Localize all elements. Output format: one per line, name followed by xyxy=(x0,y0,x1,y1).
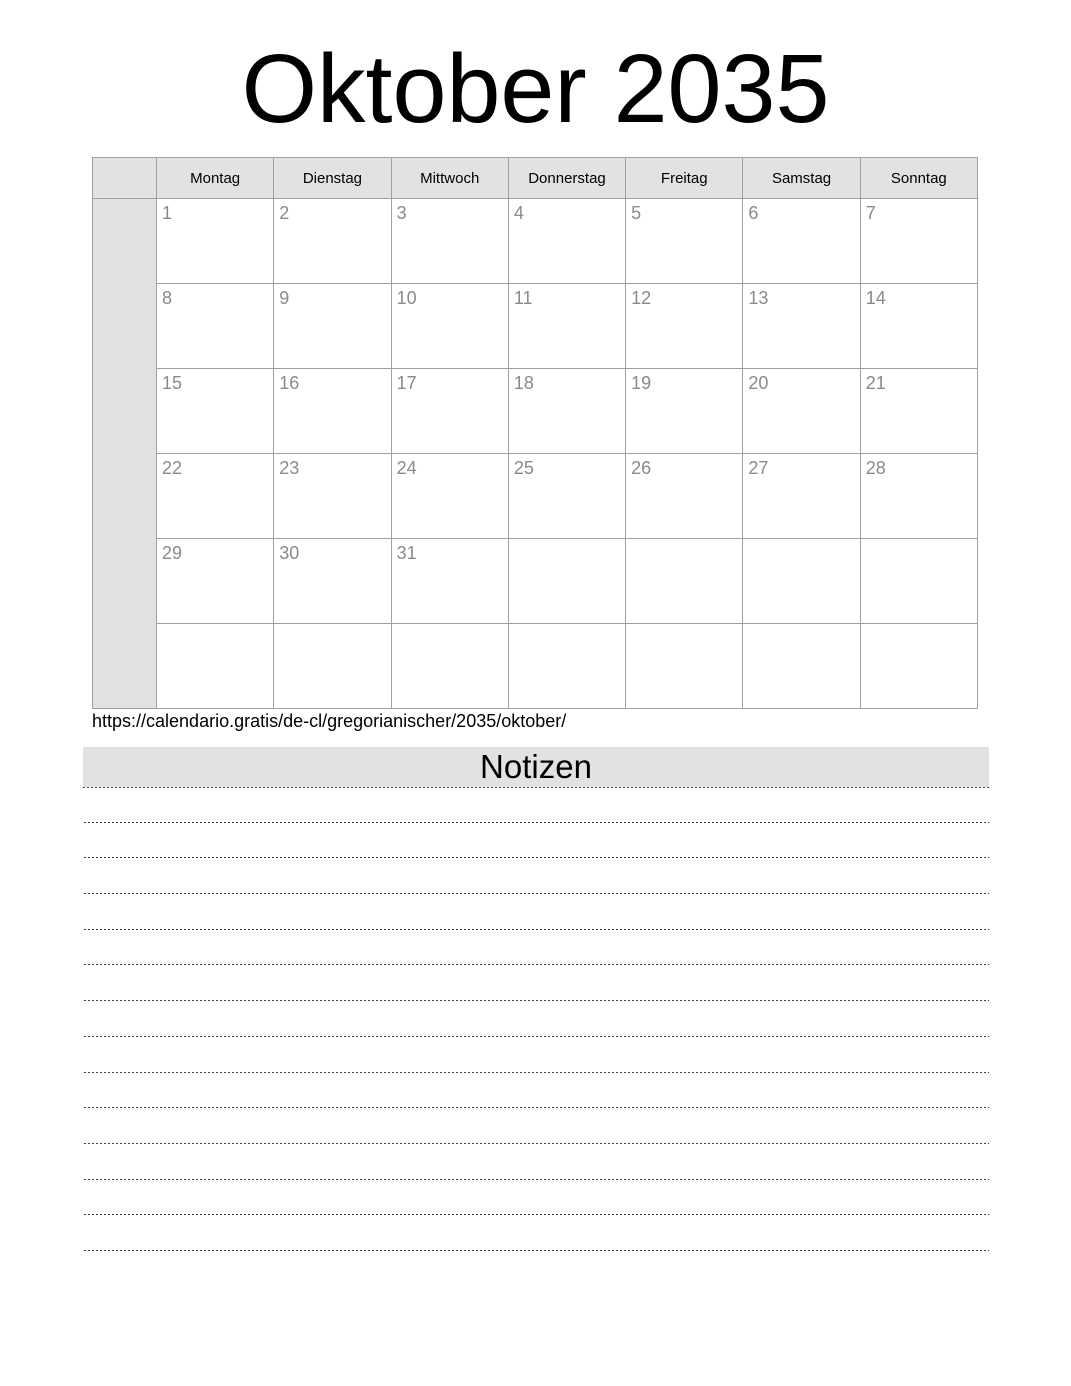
note-line xyxy=(84,1037,989,1073)
day-cell-empty xyxy=(508,539,625,624)
day-cell-empty xyxy=(626,539,743,624)
day-cell-empty xyxy=(743,539,860,624)
day-cell-7: 7 xyxy=(860,199,977,284)
note-line xyxy=(84,1108,989,1144)
day-cell-22: 22 xyxy=(157,454,274,539)
day-cell-19: 19 xyxy=(626,369,743,454)
note-line xyxy=(84,965,989,1001)
day-cell-15: 15 xyxy=(157,369,274,454)
weekday-header-samstag: Samstag xyxy=(743,158,860,199)
day-cell-27: 27 xyxy=(743,454,860,539)
weekday-header-donnerstag: Donnerstag xyxy=(508,158,625,199)
day-cell-5: 5 xyxy=(626,199,743,284)
calendar-week-row xyxy=(93,624,978,709)
calendar-week-row xyxy=(93,284,978,369)
day-cell-30: 30 xyxy=(274,539,391,624)
weekday-header-mittwoch: Mittwoch xyxy=(391,158,508,199)
day-cell-20: 20 xyxy=(743,369,860,454)
day-cell-31: 31 xyxy=(391,539,508,624)
weekday-header-row xyxy=(93,158,978,199)
page-title: Oktober 2035 xyxy=(241,34,830,143)
note-line xyxy=(84,1180,989,1216)
notes-area xyxy=(84,787,989,1251)
day-cell-empty xyxy=(157,624,274,709)
weekday-header-montag: Montag xyxy=(157,158,274,199)
day-cell-empty xyxy=(391,624,508,709)
day-cell-1: 1 xyxy=(157,199,274,284)
day-cell-4: 4 xyxy=(508,199,625,284)
day-cell-3: 3 xyxy=(391,199,508,284)
note-line xyxy=(84,823,989,859)
note-line xyxy=(84,1001,989,1037)
calendar-table xyxy=(92,157,978,709)
note-line xyxy=(84,930,989,966)
day-cell-8: 8 xyxy=(157,284,274,369)
day-cell-empty xyxy=(508,624,625,709)
day-cell-10: 10 xyxy=(391,284,508,369)
note-line xyxy=(84,1073,989,1109)
day-cell-empty xyxy=(274,624,391,709)
note-line xyxy=(84,858,989,894)
day-cell-29: 29 xyxy=(157,539,274,624)
day-cell-18: 18 xyxy=(508,369,625,454)
calendar-week-row xyxy=(93,454,978,539)
notes-heading: Notizen xyxy=(480,748,592,785)
day-cell-empty xyxy=(860,624,977,709)
day-cell-14: 14 xyxy=(860,284,977,369)
week-number-column xyxy=(93,199,157,709)
calendar-week-row xyxy=(93,369,978,454)
corner-cell xyxy=(93,158,157,199)
day-cell-17: 17 xyxy=(391,369,508,454)
notes-header-bar xyxy=(83,747,989,787)
day-cell-26: 26 xyxy=(626,454,743,539)
day-cell-13: 13 xyxy=(743,284,860,369)
day-cell-empty xyxy=(626,624,743,709)
note-line xyxy=(84,1215,989,1251)
day-cell-empty xyxy=(860,539,977,624)
day-cell-21: 21 xyxy=(860,369,977,454)
day-cell-28: 28 xyxy=(860,454,977,539)
weekday-header-freitag: Freitag xyxy=(626,158,743,199)
note-line xyxy=(84,1144,989,1180)
note-line xyxy=(84,787,989,823)
source-url: https://calendario.gratis/de-cl/gregorianischer/2035/oktober/ xyxy=(92,711,567,731)
day-cell-24: 24 xyxy=(391,454,508,539)
weekday-header-dienstag: Dienstag xyxy=(274,158,391,199)
calendar-week-row xyxy=(93,539,978,624)
day-cell-6: 6 xyxy=(743,199,860,284)
day-cell-11: 11 xyxy=(508,284,625,369)
day-cell-9: 9 xyxy=(274,284,391,369)
day-cell-23: 23 xyxy=(274,454,391,539)
note-line xyxy=(84,894,989,930)
day-cell-2: 2 xyxy=(274,199,391,284)
day-cell-empty xyxy=(743,624,860,709)
day-cell-12: 12 xyxy=(626,284,743,369)
day-cell-16: 16 xyxy=(274,369,391,454)
weekday-header-sonntag: Sonntag xyxy=(860,158,977,199)
calendar-week-row xyxy=(93,199,978,284)
day-cell-25: 25 xyxy=(508,454,625,539)
